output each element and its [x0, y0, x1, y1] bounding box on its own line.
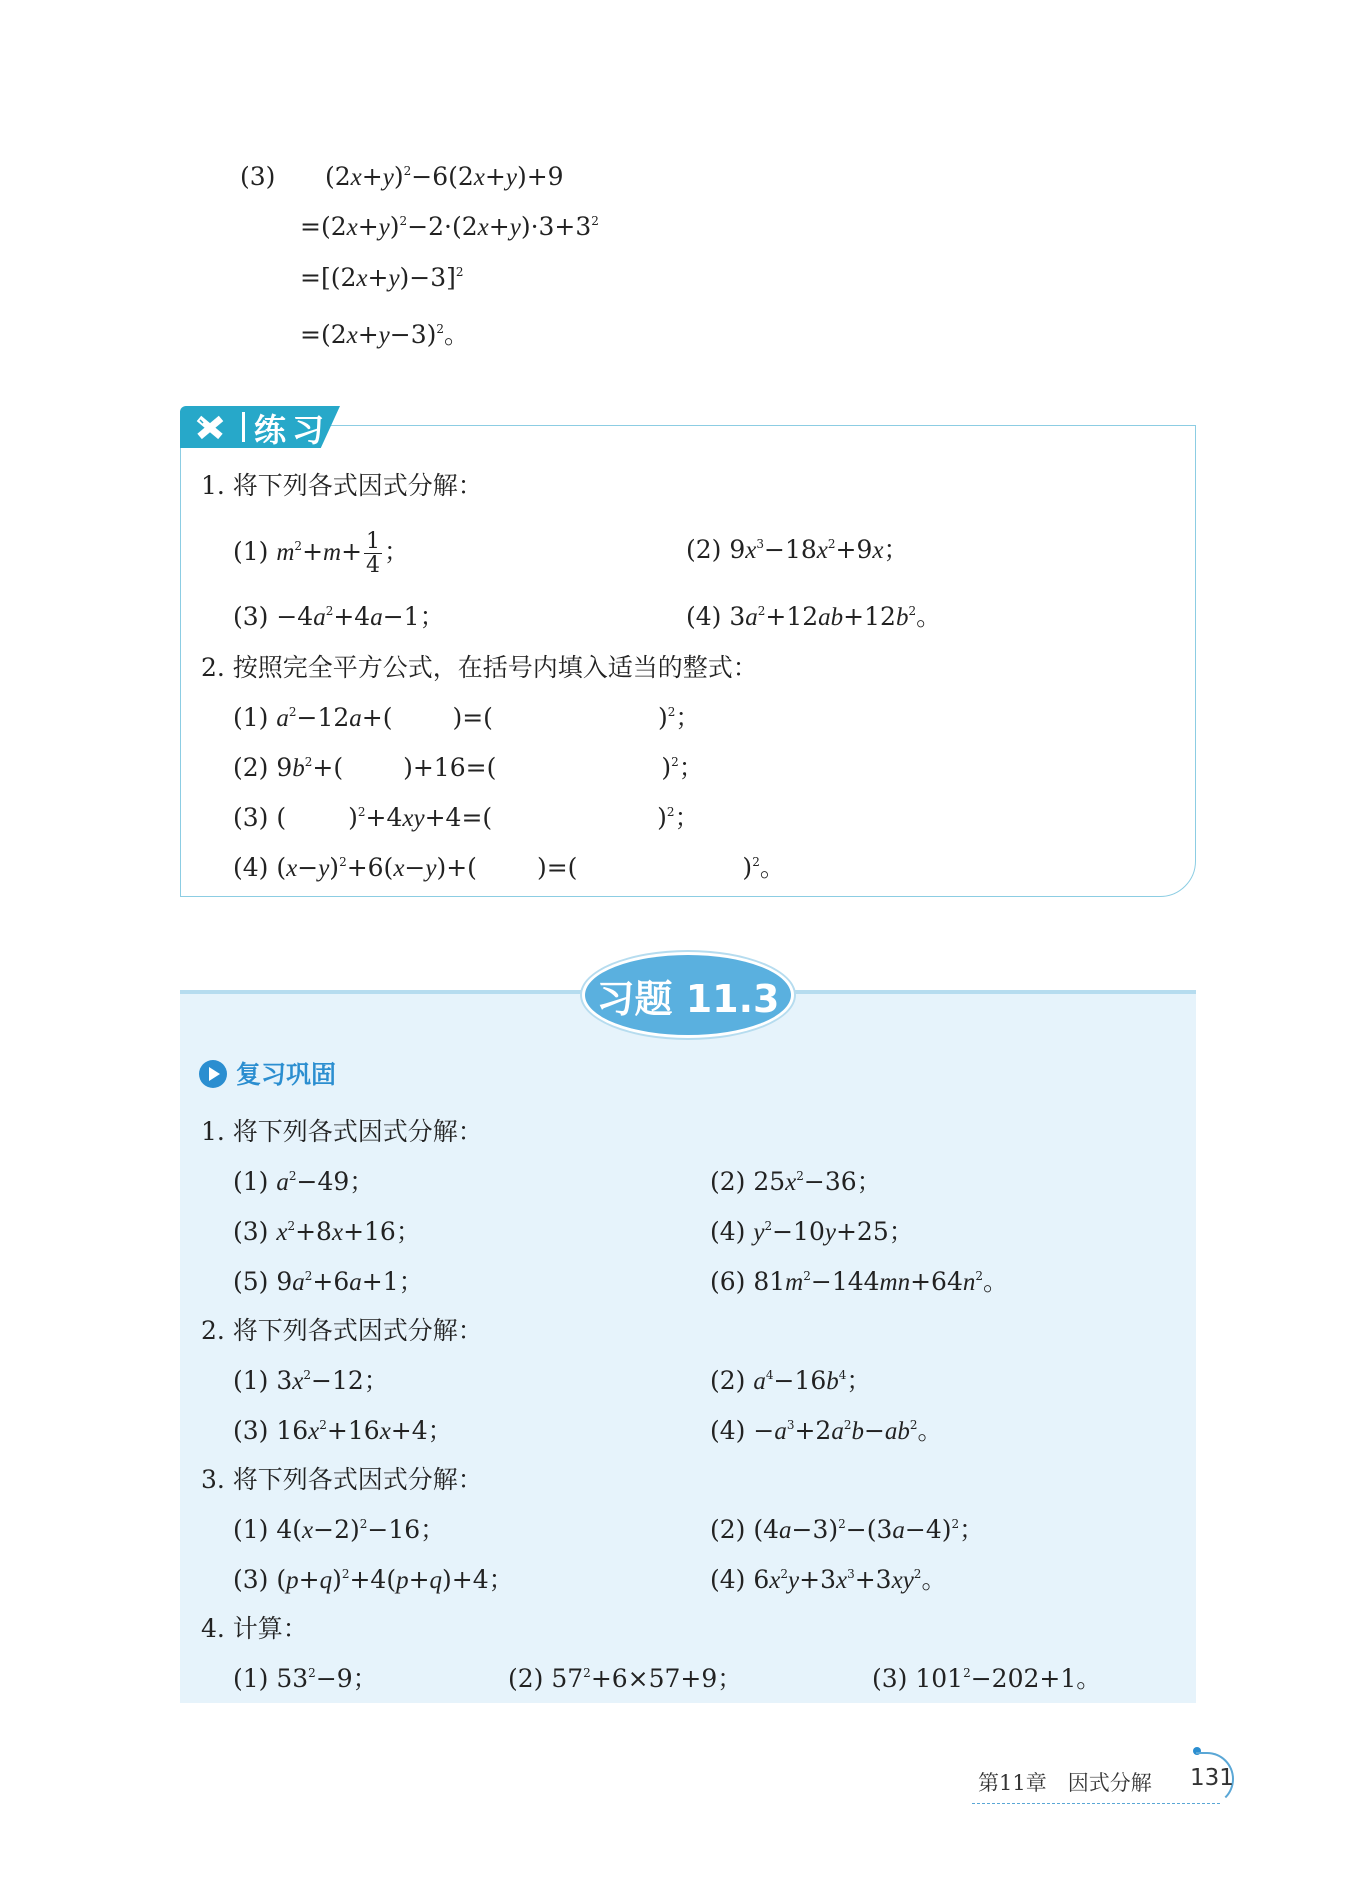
practice-q2-stem: 2. 按照完全平方公式，在括号内填入适当的整式： [201, 653, 758, 682]
practice-q1-item-4: (4) $3a^2+12ab+12b^2$。 [686, 602, 942, 631]
play-icon [199, 1060, 227, 1088]
exercise-q3-item-2: (2) $(4a-3)^2-(3a-4)^2$； [710, 1515, 985, 1544]
practice-q1-item-1: (1) $m^2+m+$ $\frac{1}{4}$ ； [233, 529, 410, 579]
ruler-pencil-icon [192, 410, 228, 444]
practice-q2-item-3: (3) ( )$^2$+4xy+4=( )$^2$； [233, 803, 700, 832]
example-line-4: $=(2x+y-3)^2$。 [300, 320, 470, 349]
exercise-q1-item-4: (4) $y^2-10y+25$； [710, 1217, 914, 1246]
example-label: (3) [240, 162, 276, 191]
exercise-q2-item-4: $(4) -a^3+2a^2b-ab^2$。 [710, 1416, 943, 1445]
exercise-q4-item-2: (2) $57^2+6\times 57+9$； [508, 1664, 743, 1693]
section-heading: 复习巩固 [236, 1060, 337, 1089]
exercise-q1-item-2: (2) $25x^2-36$； [710, 1167, 882, 1196]
exercise-q1-item-5: (5) $9a^2+6a+1$； [233, 1267, 424, 1296]
footer-dashed-line [972, 1803, 1220, 1804]
exercise-q4-item-1: (1) $53^2-9$； [233, 1664, 378, 1693]
practice-q1-stem: 1. 将下列各式因式分解： [201, 471, 483, 500]
exercise-q1-item-1: (1) $a^2-49$； [233, 1167, 375, 1196]
exercise-q2-item-2: (2) $a^4-16b^4$； [710, 1366, 872, 1395]
practice-title: 练习 [254, 411, 331, 449]
practice-q1-item-2: (2) $9x^3-18x^2+9x$； [686, 535, 909, 564]
example-line-1: $(2x+y)^2-6(2x+y)+9$ [325, 162, 564, 191]
practice-q1-item-3: $(3) -4a^2+4a-1$； [233, 602, 445, 631]
exercise-q4-item-3: (3) $101^2-202+1$。 [872, 1664, 1102, 1693]
exercise-q4-stem: 4. 计算： [201, 1614, 308, 1643]
practice-q2-item-1: (1) $a^2-12a+$( )=( )$^2$； [233, 703, 701, 732]
exercise-q1-item-6: (6) $81m^2-144mn+64n^2$。 [710, 1267, 1009, 1296]
example-line-3: $=[(2x+y)-3]^2$ [300, 263, 464, 292]
exercise-q2-item-3: (3) $16x^2+16x+4$； [233, 1416, 453, 1445]
exercise-q2-item-1: (1) $3x^2-12$； [233, 1366, 389, 1395]
practice-q2-item-4: (4) $(x-y)^2+6(x-y)+$( )=( )$^2$。 [233, 853, 785, 882]
exercise-q1-item-3: (3) $x^2+8x+16$； [233, 1217, 421, 1246]
exercise-q1-stem: 1. 将下列各式因式分解： [201, 1117, 483, 1146]
exercise-q3-item-3: (3) $(p+q)^2+4(p+q)+4$； [233, 1565, 514, 1594]
exercise-q3-item-4: (4) $6x^2y+3x^3+3xy^2$。 [710, 1565, 947, 1594]
page-number: 131 [1190, 1765, 1234, 1791]
exercise-title: 习题 11.3 [585, 955, 791, 1035]
exercise-section [180, 993, 1196, 1703]
practice-tab-divider [242, 412, 245, 442]
example-line-2: $=(2x+y)^2-2\cdot(2x+y)\cdot 3+3^2$ [300, 212, 599, 241]
practice-q2-item-2: (2) $9b^2+$( )+16=( )$^2$； [233, 753, 704, 782]
footer-chapter: 第11章 因式分解 [978, 1771, 1152, 1795]
exercise-q3-item-1: (1) $4(x-2)^2-16$； [233, 1515, 446, 1544]
exercise-q2-stem: 2. 将下列各式因式分解： [201, 1316, 483, 1345]
exercise-q3-stem: 3. 将下列各式因式分解： [201, 1465, 483, 1494]
